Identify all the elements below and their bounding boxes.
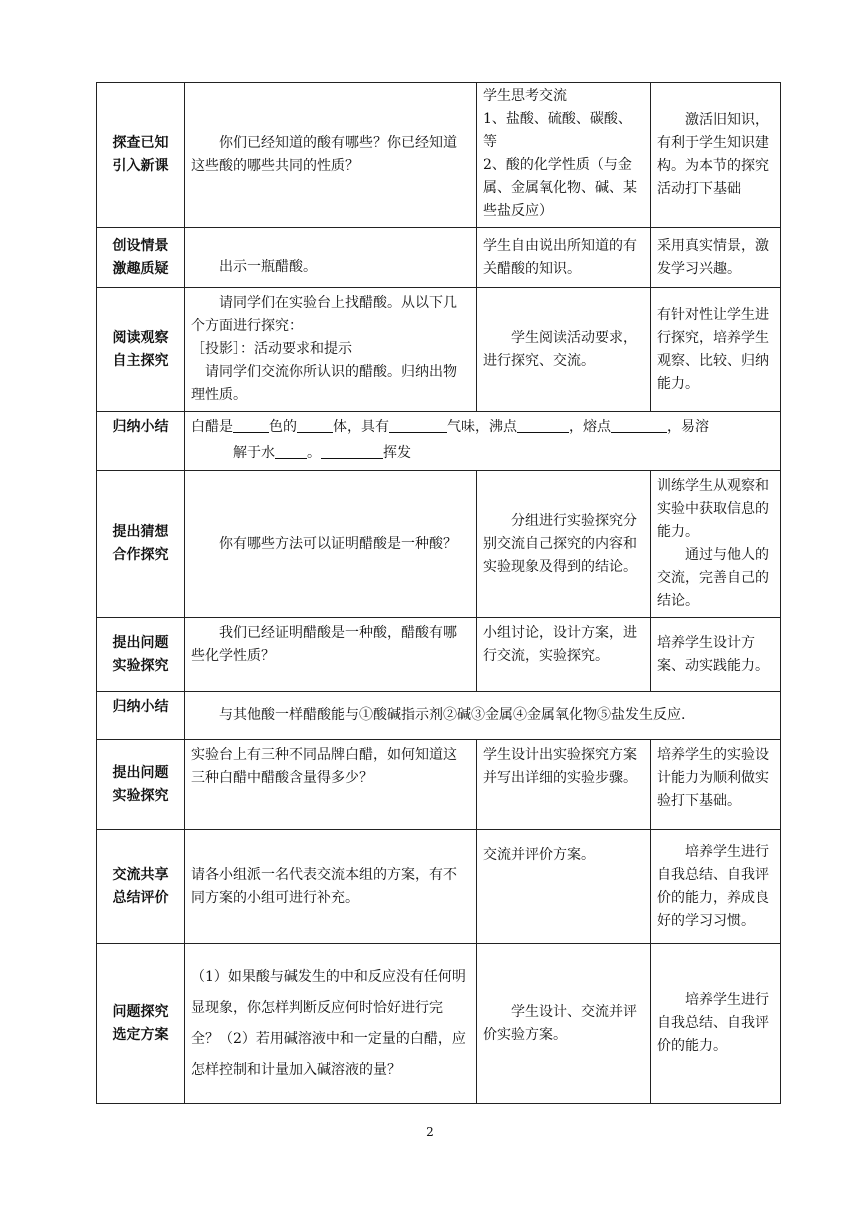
student-activity: 学生设计、交流并评价实验方案。	[477, 944, 651, 1104]
fill-blank[interactable]	[297, 416, 333, 433]
stage-label: 实验探究	[112, 787, 169, 804]
stage-label: 问题探究	[112, 1003, 169, 1020]
summary-text: 挥发	[383, 445, 411, 461]
stage-label: 提出问题	[112, 764, 169, 781]
teacher-line: 请同学们交流你所认识的醋酸。归纳出物理性质。	[191, 364, 457, 403]
table-row	[97, 83, 781, 228]
stage-label: 引入新课	[112, 158, 169, 174]
summary-text: 。	[307, 445, 321, 461]
summary-text: 体，具有	[333, 419, 389, 435]
lesson-plan-table	[96, 82, 781, 1104]
design-intent: 培养学生设计方案、动实践能力。	[651, 618, 781, 692]
fill-blank[interactable]	[233, 416, 269, 433]
stage-cell	[97, 288, 185, 412]
student-line: 2、酸的化学性质（与金属、金属氧化物、碱、某些盐反应）	[483, 157, 637, 219]
stage-label: 合作探究	[112, 547, 169, 563]
intent-line: 训练学生从观察和实验中获取信息的能力。	[657, 478, 769, 540]
summary-text: 解于水	[233, 445, 275, 461]
summary-text: ，熔点	[569, 419, 611, 435]
stage-label: 选定方案	[112, 1026, 169, 1043]
summary-text: 气味，沸点	[447, 419, 517, 435]
student-activity: 学生阅读活动要求，进行探究、交流。	[477, 288, 651, 412]
stage-label: 归纳小结	[112, 699, 169, 715]
design-intent: 培养学生的实验设计能力为顺利做实验打下基础。	[651, 740, 781, 830]
intent-line: 通过与他人的交流，完善自己的结论。	[657, 547, 769, 609]
student-activity: 小组讨论，设计方案，进行交流，实验探究。	[477, 618, 651, 692]
design-intent	[651, 471, 781, 618]
fill-blank[interactable]	[611, 416, 667, 433]
table-row	[97, 228, 781, 288]
teacher-line: 请同学们在实验台上找醋酸。从以下几个方面进行探究：	[191, 295, 457, 334]
student-activity: 学生设计出实验探究方案并写出详细的实验步骤。	[477, 740, 651, 830]
stage-cell	[97, 83, 185, 228]
table-row	[97, 471, 781, 618]
table-row	[97, 412, 781, 471]
student-activity	[477, 83, 651, 228]
table-row	[97, 830, 781, 944]
fill-blank[interactable]	[389, 416, 447, 433]
stage-cell	[97, 830, 185, 944]
table-row	[97, 692, 781, 740]
stage-cell	[97, 618, 185, 692]
stage-cell	[97, 471, 185, 618]
stage-label: 总结评价	[112, 889, 169, 906]
fill-blank[interactable]	[275, 442, 307, 459]
teacher-activity: 你有哪些方法可以证明醋酸是一种酸？	[185, 471, 477, 618]
summary-text: 与其他酸一样醋酸能与①酸碱指示剂②碱③金属④金属氧化物⑤盐发生反应.	[185, 692, 781, 740]
stage-label: 探查已知	[112, 135, 169, 151]
stage-label: 实验探究	[112, 657, 169, 674]
teacher-line: ［投影］：活动要求和提示	[191, 341, 352, 357]
teacher-activity: 我们已经证明醋酸是一种酸，醋酸有哪些化学性质？	[185, 618, 477, 692]
teacher-activity: 你们已经知道的酸有哪些？你已经知道这些酸的哪些共同的性质？	[185, 83, 477, 228]
stage-cell	[97, 228, 185, 288]
design-intent: 有针对性让学生进行探究，培养学生观察、比较、归纳能力。	[651, 288, 781, 412]
table-row	[97, 944, 781, 1104]
table-row	[97, 618, 781, 692]
summary-text: 色的	[269, 419, 297, 435]
teacher-activity	[185, 288, 477, 412]
student-line: 学生思考交流	[483, 88, 567, 104]
stage-label: 提出问题	[112, 634, 169, 651]
stage-label: 激趣质疑	[112, 260, 169, 277]
summary-fill-in	[185, 412, 781, 471]
student-line: 1、盐酸、硫酸、碳酸、等	[483, 111, 632, 150]
design-intent: 采用真实情景，激发学习兴趣。	[651, 228, 781, 288]
stage-label: 归纳小结	[112, 419, 169, 435]
stage-label: 创设情景	[112, 237, 169, 254]
stage-cell	[97, 412, 185, 471]
summary-text: ，易溶	[667, 419, 709, 435]
stage-label: 交流共享	[112, 866, 169, 883]
teacher-activity: 请各小组派一名代表交流本组的方案，有不同方案的小组可进行补充。	[185, 830, 477, 944]
design-intent: 培养学生进行自我总结、自我评价的能力。	[651, 944, 781, 1104]
stage-label: 阅读观察	[112, 329, 169, 346]
page-number: 2	[426, 1125, 434, 1139]
summary-text: 白醋是	[191, 419, 233, 435]
teacher-activity: 实验台上有三种不同品牌白醋，如何知道这三种白醋中醋酸含量得多少？	[185, 740, 477, 830]
student-activity: 交流并评价方案。	[477, 830, 651, 944]
teacher-activity: （1）如果酸与碱发生的中和反应没有任何明显现象，你怎样判断反应何时恰好进行完全？（2）若用碱溶液中和一定量的白醋，应怎样控制和计量加入碱溶液的量？	[185, 944, 477, 1104]
stage-cell	[97, 944, 185, 1104]
table-row	[97, 288, 781, 412]
stage-label: 自主探究	[112, 352, 169, 369]
student-activity: 学生自由说出所知道的有关醋酸的知识。	[477, 228, 651, 288]
teacher-activity: 出示一瓶醋酸。	[185, 228, 477, 288]
design-intent: 激活旧知识，有利于学生知识建构。为本节的探究活动打下基础	[651, 83, 781, 228]
design-intent: 培养学生进行自我总结、自我评价的能力，养成良好的学习习惯。	[651, 830, 781, 944]
table-row	[97, 740, 781, 830]
fill-blank[interactable]	[321, 442, 383, 459]
stage-cell	[97, 740, 185, 830]
fill-blank[interactable]	[517, 416, 569, 433]
student-activity: 分组进行实验探究分别交流自己探究的内容和实验现象及得到的结论。	[477, 471, 651, 618]
stage-cell	[97, 692, 185, 740]
stage-label: 提出猜想	[112, 524, 169, 540]
